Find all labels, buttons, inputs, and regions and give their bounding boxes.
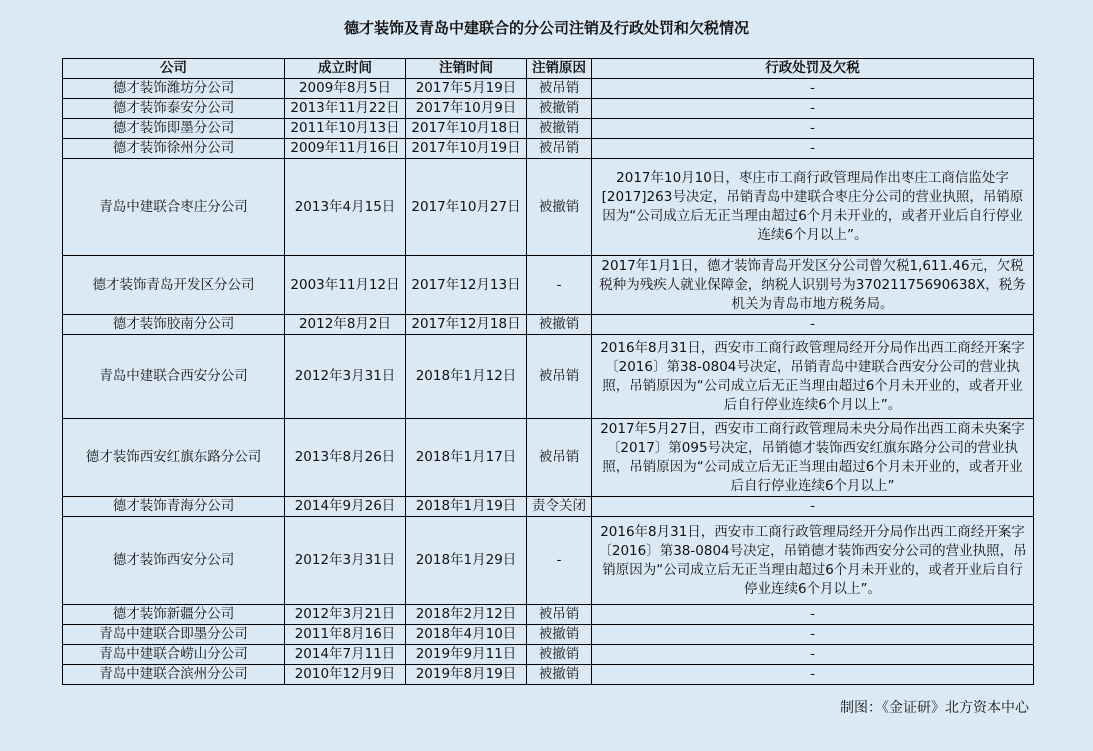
table-row bbox=[63, 497, 1034, 517]
cell-company: 青岛中建联合滨州分公司 bbox=[63, 665, 285, 685]
cell-reason: 被吊销 bbox=[527, 335, 592, 419]
cell-founded: 2013年8月26日 bbox=[285, 419, 406, 497]
cell-founded: 2014年9月26日 bbox=[285, 497, 406, 517]
cell-reason: 被撤销 bbox=[527, 645, 592, 665]
cell-company: 德才装饰西安红旗东路分公司 bbox=[63, 419, 285, 497]
table-row bbox=[63, 419, 1034, 497]
cell-reason: - bbox=[527, 517, 592, 605]
cell-cancelled: 2017年10月19日 bbox=[406, 139, 527, 159]
cell-penalty: - bbox=[592, 497, 1034, 517]
cell-company: 青岛中建联合崂山分公司 bbox=[63, 645, 285, 665]
cell-founded: 2009年11月16日 bbox=[285, 139, 406, 159]
header-reason: 注销原因 bbox=[527, 59, 592, 79]
cell-penalty: 2017年10月10日，枣庄市工商行政管理局作出枣庄工商信监处字[2017]263号决定，吊销青岛中建联合枣庄分公司的营业执照，吊销原因为“公司成立后无正当理由超过6个月未开业的，或者开业后自行停业连续6个月以上”。 bbox=[592, 159, 1034, 256]
cell-cancelled: 2017年12月13日 bbox=[406, 256, 527, 315]
cell-founded: 2013年11月22日 bbox=[285, 99, 406, 119]
cell-penalty: - bbox=[592, 139, 1034, 159]
cell-reason: 被撤销 bbox=[527, 159, 592, 256]
cell-penalty: 2016年8月31日，西安市工商行政管理局经开分局作出西工商经开案字〔2016〕第38-0804号决定，吊销德才装饰西安分公司的营业执照，吊销原因为“公司成立后无正当理由超过6个月未开业的，或者开业后自行停业连续6个月以上”。 bbox=[592, 517, 1034, 605]
cell-company: 德才装饰潍坊分公司 bbox=[63, 79, 285, 99]
table-row bbox=[63, 256, 1034, 315]
cell-penalty: - bbox=[592, 605, 1034, 625]
cell-founded: 2010年12月9日 bbox=[285, 665, 406, 685]
cell-cancelled: 2018年1月29日 bbox=[406, 517, 527, 605]
cell-reason: 责令关闭 bbox=[527, 497, 592, 517]
cell-reason: 被吊销 bbox=[527, 79, 592, 99]
cell-penalty: 2017年1月1日，德才装饰青岛开发区分公司曾欠税1,611.46元，欠税税种为残疾人就业保障金，纳税人识别号为37021175690638X，税务机关为青岛市地方税务局。 bbox=[592, 256, 1034, 315]
header-company: 公司 bbox=[63, 59, 285, 79]
cell-penalty: 2017年5月27日，西安市工商行政管理局未央分局作出西工商未央案字〔2017〕第095号决定，吊销德才装饰西安红旗东路分公司的营业执照，吊销原因为“公司成立后无正当理由超过6个月未开业的，或者开业后自行停业连续6个月以上” bbox=[592, 419, 1034, 497]
cell-penalty: - bbox=[592, 79, 1034, 99]
cell-penalty: - bbox=[592, 625, 1034, 645]
cell-founded: 2009年8月5日 bbox=[285, 79, 406, 99]
cell-cancelled: 2017年5月19日 bbox=[406, 79, 527, 99]
header-penalty: 行政处罚及欠税 bbox=[592, 59, 1034, 79]
cell-cancelled: 2017年10月9日 bbox=[406, 99, 527, 119]
cell-cancelled: 2018年1月12日 bbox=[406, 335, 527, 419]
header-cancelled: 注销时间 bbox=[406, 59, 527, 79]
cell-cancelled: 2017年10月18日 bbox=[406, 119, 527, 139]
cell-penalty: - bbox=[592, 665, 1034, 685]
cell-company: 德才装饰徐州分公司 bbox=[63, 139, 285, 159]
cell-penalty: - bbox=[592, 315, 1034, 335]
cell-founded: 2011年8月16日 bbox=[285, 625, 406, 645]
cell-founded: 2014年7月11日 bbox=[285, 645, 406, 665]
table-row bbox=[63, 99, 1034, 119]
cell-cancelled: 2019年8月19日 bbox=[406, 665, 527, 685]
cell-company: 德才装饰胶南分公司 bbox=[63, 315, 285, 335]
header-founded: 成立时间 bbox=[285, 59, 406, 79]
header-row bbox=[63, 59, 1034, 79]
cell-company: 青岛中建联合枣庄分公司 bbox=[63, 159, 285, 256]
cell-cancelled: 2018年1月19日 bbox=[406, 497, 527, 517]
branch-cancellation-table bbox=[62, 58, 1034, 685]
cell-company: 青岛中建联合西安分公司 bbox=[63, 335, 285, 419]
cell-company: 德才装饰新疆分公司 bbox=[63, 605, 285, 625]
table-title: 德才装饰及青岛中建联合的分公司注销及行政处罚和欠税情况 bbox=[343, 19, 749, 37]
cell-cancelled: 2018年1月17日 bbox=[406, 419, 527, 497]
cell-founded: 2012年3月21日 bbox=[285, 605, 406, 625]
cell-cancelled: 2017年10月27日 bbox=[406, 159, 527, 256]
footer-credit: 制图：《金证研》北方资本中心 bbox=[840, 700, 1029, 716]
cell-company: 德才装饰泰安分公司 bbox=[63, 99, 285, 119]
cell-founded: 2013年4月15日 bbox=[285, 159, 406, 256]
cell-penalty: 2016年8月31日，西安市工商行政管理局经开分局作出西工商经开案字〔2016〕第38-0804号决定，吊销青岛中建联合西安分公司的营业执照，吊销原因为“公司成立后无正当理由超过6个月未开业的，或者开业后自行停业连续6个月以上”。 bbox=[592, 335, 1034, 419]
table-row bbox=[63, 605, 1034, 625]
cell-company: 德才装饰西安分公司 bbox=[63, 517, 285, 605]
cell-reason: 被撤销 bbox=[527, 119, 592, 139]
cell-reason: 被撤销 bbox=[527, 315, 592, 335]
cell-reason: - bbox=[527, 256, 592, 315]
cell-penalty: - bbox=[592, 99, 1034, 119]
cell-founded: 2012年3月31日 bbox=[285, 335, 406, 419]
cell-reason: 被吊销 bbox=[527, 139, 592, 159]
cell-cancelled: 2018年2月12日 bbox=[406, 605, 527, 625]
cell-founded: 2003年11月12日 bbox=[285, 256, 406, 315]
table-row bbox=[63, 517, 1034, 605]
table-row bbox=[63, 119, 1034, 139]
cell-founded: 2011年10月13日 bbox=[285, 119, 406, 139]
table-row bbox=[63, 139, 1034, 159]
cell-company: 德才装饰青岛开发区分公司 bbox=[63, 256, 285, 315]
cell-cancelled: 2019年9月11日 bbox=[406, 645, 527, 665]
table-row bbox=[63, 335, 1034, 419]
cell-company: 德才装饰青海分公司 bbox=[63, 497, 285, 517]
cell-founded: 2012年8月2日 bbox=[285, 315, 406, 335]
cell-reason: 被撤销 bbox=[527, 665, 592, 685]
table-row bbox=[63, 159, 1034, 256]
cell-penalty: - bbox=[592, 119, 1034, 139]
table-row bbox=[63, 315, 1034, 335]
table-row bbox=[63, 645, 1034, 665]
table-row bbox=[63, 625, 1034, 645]
cell-cancelled: 2017年12月18日 bbox=[406, 315, 527, 335]
cell-cancelled: 2018年4月10日 bbox=[406, 625, 527, 645]
cell-company: 德才装饰即墨分公司 bbox=[63, 119, 285, 139]
cell-reason: 被撤销 bbox=[527, 625, 592, 645]
cell-company: 青岛中建联合即墨分公司 bbox=[63, 625, 285, 645]
cell-reason: 被吊销 bbox=[527, 605, 592, 625]
table-row bbox=[63, 79, 1034, 99]
cell-reason: 被吊销 bbox=[527, 419, 592, 497]
cell-penalty: - bbox=[592, 645, 1034, 665]
cell-reason: 被撤销 bbox=[527, 99, 592, 119]
table-row bbox=[63, 665, 1034, 685]
cell-founded: 2012年3月31日 bbox=[285, 517, 406, 605]
